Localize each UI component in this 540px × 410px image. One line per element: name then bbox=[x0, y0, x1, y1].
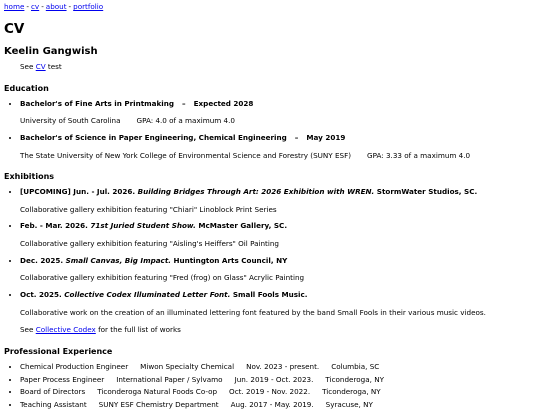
degree-title: Bachelor's of Science in Paper Engineering, Chemical Engineering bbox=[20, 132, 287, 142]
education-item: • Bachelor's of Science in Paper Engineering, Chemical Engineering – May 2019 The State University of New York College of Environmental Science and Forestry (SUNY ESF) GPA: 3.33 of a maximum 4.0 bbox=[20, 134, 536, 160]
collective-codex-link[interactable]: Collective Codex bbox=[35, 325, 96, 335]
job-org: International Paper / Sylvamo bbox=[116, 374, 223, 384]
school-name: The State University of New York College of Environmental Science and Forestry (SUNY ESF) bbox=[20, 150, 352, 160]
job-dates: Jun. 2019 - Oct. 2023. bbox=[234, 374, 314, 384]
exhibition-title: Small Canvas, Big Impact. bbox=[65, 255, 171, 265]
exhibition-item: • Oct. 2025. Collective Codex Illuminated Letter Font. Small Fools Music. Collaborative work on the creation of an illuminated lettering font featured by the band Small Fools in their various music videos. See Collective Codex for the full list of works bbox=[20, 291, 536, 335]
job-role: Board of Directors bbox=[20, 387, 86, 397]
exhibition-desc: Collaborative gallery exhibition featuring "Fred (frog) on Glass" Acrylic Painting bbox=[20, 273, 305, 283]
top-nav bbox=[4, 3, 536, 14]
experience-item bbox=[20, 388, 536, 397]
exhibition-item: • Feb. - Mar. 2026. 71st Juried Student Show. McMaster Gallery, SC. Collaborative gallery exhibition featuring "Aisling's Heiffers" Oil Painting bbox=[20, 222, 536, 248]
job-place: Columbia, SC bbox=[331, 361, 380, 371]
nav-link-portfolio[interactable]: portfolio bbox=[73, 2, 104, 11]
job-role: Chemical Production Engineer bbox=[20, 361, 129, 371]
intro-line: See CV test bbox=[20, 62, 62, 71]
job-org: Ticonderoga Natural Foods Co-op bbox=[97, 387, 218, 397]
exhibition-desc: Collaborative gallery exhibition featuring "Aisling's Heiffers" Oil Painting bbox=[20, 239, 279, 249]
school-name: University of South Carolina bbox=[20, 116, 121, 126]
cv-link[interactable]: CV bbox=[35, 62, 46, 71]
education-heading: Education bbox=[4, 83, 49, 93]
exhibition-item: • [UPCOMING] Jun. - Jul. 2026. Building Bridges Through Art: 2026 Exhibition with WREN. StormWater Studios, SC. Collaborative gallery exhibition featuring "Chiari" Linoblock Print Series bbox=[20, 188, 536, 214]
experience-heading: Professional Experience bbox=[4, 346, 113, 356]
job-place: Ticonderoga, NY bbox=[322, 387, 381, 397]
exhibition-title: 71st Juried Student Show. bbox=[90, 221, 196, 231]
nav-link-home[interactable]: home bbox=[4, 2, 25, 11]
exhibitions-heading: Exhibitions bbox=[4, 172, 55, 182]
degree-date: May 2019 bbox=[306, 132, 346, 142]
exhibition-desc: Collaborative gallery exhibition featuring "Chiari" Linoblock Print Series bbox=[20, 204, 277, 214]
gpa: GPA: 3.33 of a maximum 4.0 bbox=[367, 150, 471, 160]
exhibition-desc: Collaborative work on the creation of an illuminated lettering font featured by the band Small Fools in their various music videos. bbox=[20, 307, 486, 317]
exhibition-title: Collective Codex Illuminated Letter Font. bbox=[64, 290, 231, 300]
experience-list bbox=[4, 363, 536, 410]
gpa: GPA: 4.0 of a maximum 4.0 bbox=[136, 116, 235, 126]
job-dates: Nov. 2023 - present. bbox=[246, 361, 320, 371]
page-title: CV bbox=[4, 21, 25, 37]
education-list bbox=[4, 100, 536, 161]
nav-separator: - bbox=[41, 2, 44, 11]
job-place: Syracuse, NY bbox=[325, 399, 373, 409]
degree-title: Bachelor's of Fine Arts in Printmaking bbox=[20, 98, 175, 108]
education-item: • Bachelor's of Fine Arts in Printmaking – Expected 2028 University of South Carolina GPA: 4.0 of a maximum 4.0 bbox=[20, 100, 536, 126]
job-place: Ticonderoga, NY bbox=[325, 374, 384, 384]
nav-link-cv[interactable]: cv bbox=[30, 2, 40, 11]
nav-separator: - bbox=[68, 2, 72, 11]
exhibition-see-also: See Collective Codex for the full list of works bbox=[20, 325, 181, 335]
person-name: Keelin Gangwish bbox=[4, 46, 98, 57]
job-role: Paper Process Engineer bbox=[20, 374, 105, 384]
job-org: Miwon Specialty Chemical bbox=[140, 361, 235, 371]
exhibitions-list bbox=[4, 188, 536, 335]
nav-separator: - bbox=[26, 2, 29, 11]
nav-link-about[interactable]: about bbox=[45, 2, 67, 11]
job-dates: Aug. 2017 - May. 2019. bbox=[230, 399, 314, 409]
exhibition-item: • Dec. 2025. Small Canvas, Big Impact. Huntington Arts Council, NY Collaborative gallery exhibition featuring "Fred (frog) on Glass" Acrylic Painting bbox=[20, 257, 536, 283]
job-role: Teaching Assistant bbox=[20, 399, 87, 409]
exhibition-title: Building Bridges Through Art: 2026 Exhibition with WREN. bbox=[137, 187, 375, 197]
experience-item bbox=[20, 363, 536, 372]
degree-date: Expected 2028 bbox=[193, 98, 254, 108]
job-dates: Oct. 2019 - Nov. 2022. bbox=[229, 387, 311, 397]
experience-item bbox=[20, 401, 536, 410]
experience-item bbox=[20, 376, 536, 385]
job-org: SUNY ESF Chemistry Department bbox=[98, 399, 219, 409]
